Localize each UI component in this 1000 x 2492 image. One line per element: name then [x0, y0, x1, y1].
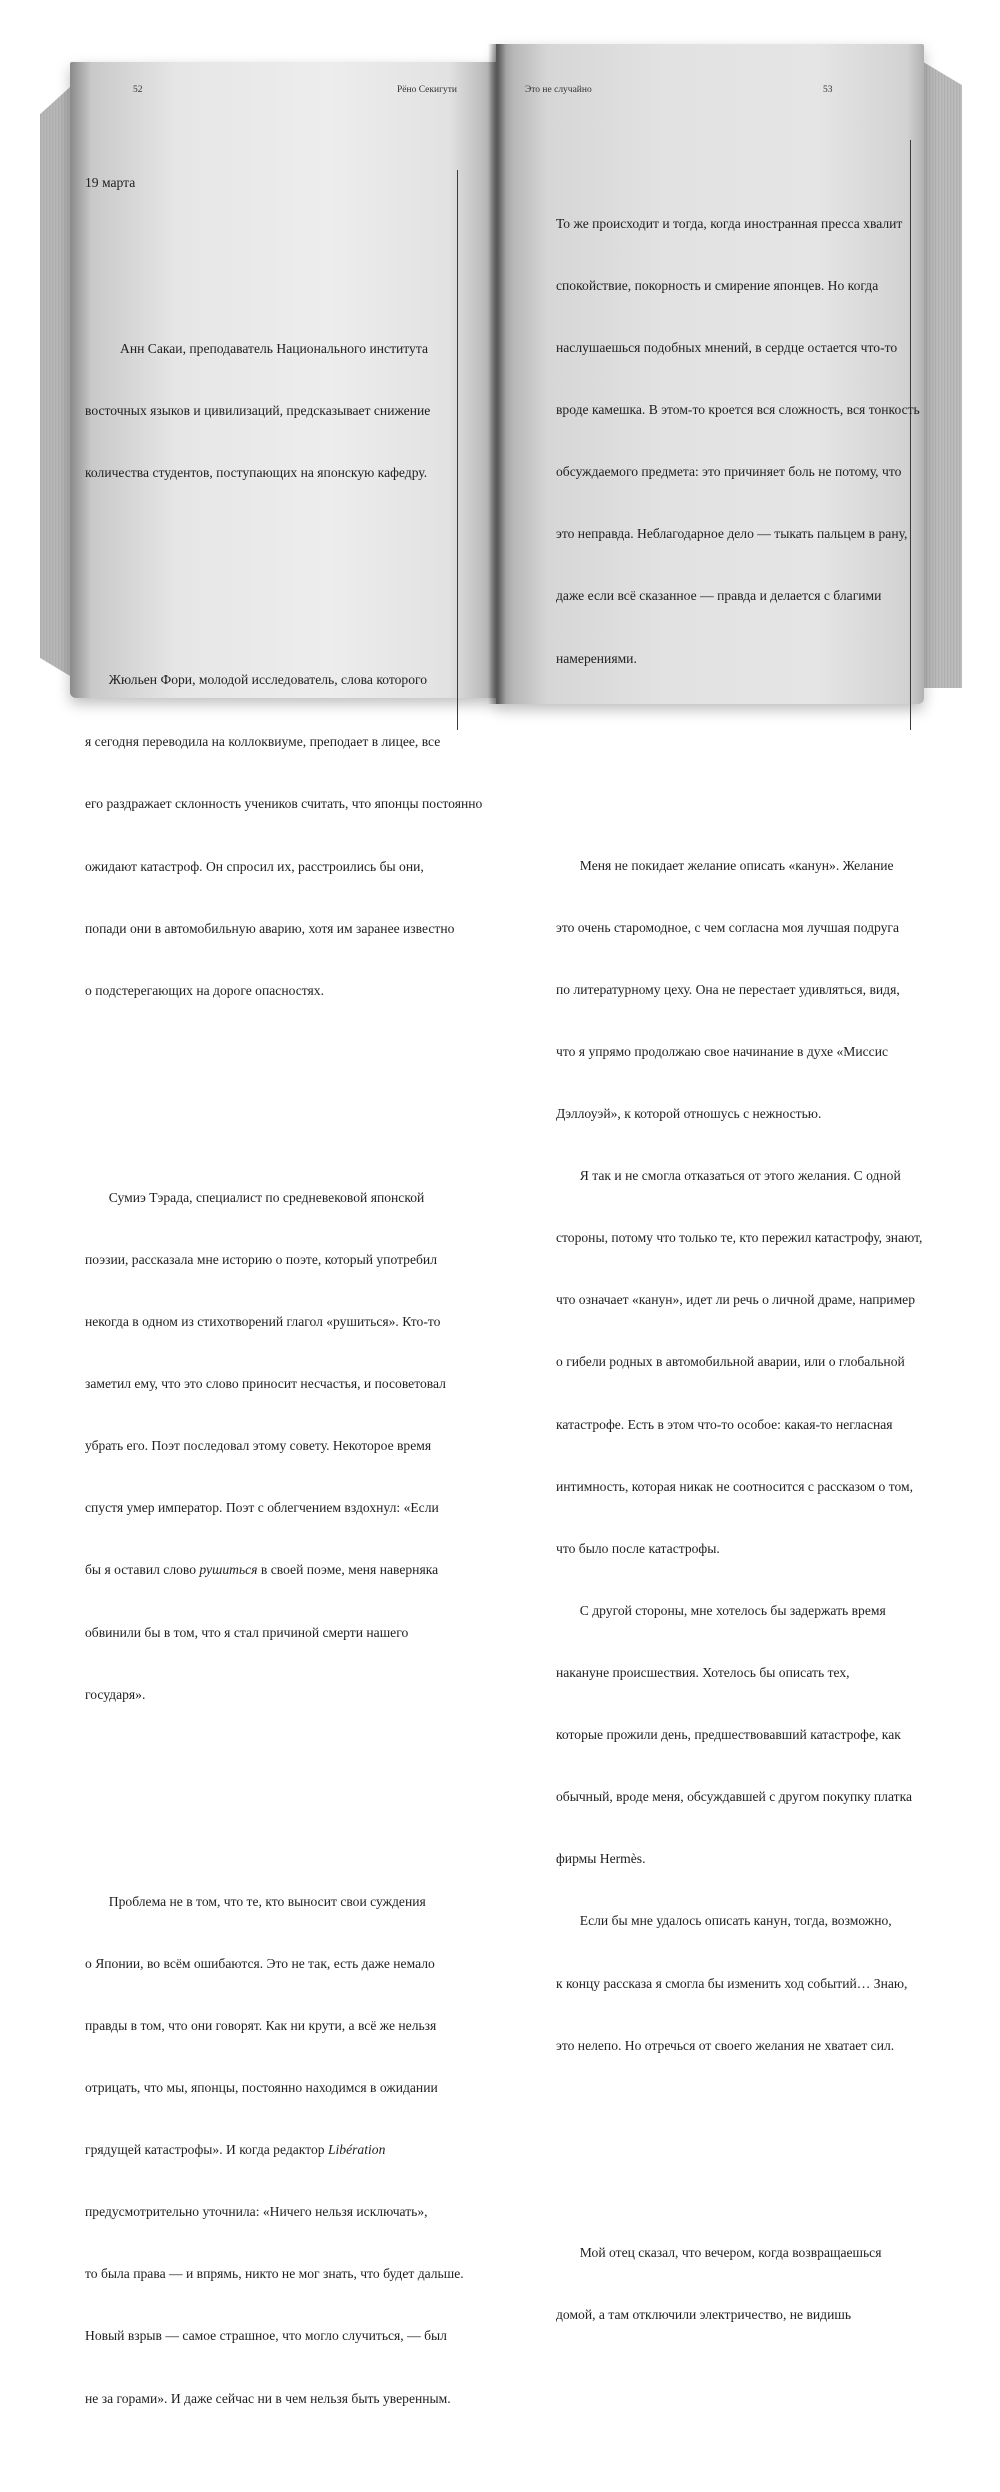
- paragraph-1: Анн Сакаи, преподаватель Национального института восточных языков и цивилизаций, предсказывает снижение количества студентов, поступающих на японскую кафедру.: [85, 341, 431, 481]
- date-heading: 19 марта: [85, 175, 136, 191]
- left-page: [70, 62, 500, 2406]
- left-page-number: 52: [133, 85, 143, 95]
- paragraph-a: То же происходит и тогда, когда иностранная пресса хвалит спокойствие, покорность и смирение японцев. Но когда наслушаешься подобных мнений, в сердце остается что-то вроде камешка. В этом-то кроется вся сложность, вся тонкость обсуждаемого предмета: это причиняет боль не потому, что это неправда. Неблагодарное дело — тыкать пальцем в рану, даже если всё сказанное — правда и делается с благими намерениями.: [556, 215, 920, 666]
- paragraph-c: Мой отец сказал, что вечером, когда возвращаешься домой, а там отключили электричество, не видишь: [556, 2244, 882, 2322]
- right-page-text: [556, 131, 922, 2408]
- paragraph-2: Жюльен Фори, молодой исследователь, слова которого я сегодня переводила на коллоквиуме, преподает в лицее, все его раздражает склонность учеников считать, что японцы постоянно ожидают катастроф. Он спросил их, расстроились бы они, попади они в автомобильную аварию, хотя им заранее известно о подстерегающих на дороге опасностях.: [85, 672, 483, 998]
- right-running-header: Это не случайно: [525, 85, 592, 95]
- right-page-edges: [920, 60, 962, 688]
- paragraph-3: Сумиэ Тэрада, специалист по средневековой японской поэзии, рассказала мне историю о поэте, который употребил некогда в одном из стихотворений глагол «рушиться». Кто-то заметил ему, что это слово приносит несчастья, и посоветовал убрать его. Поэт последовал этому совету. Некоторое время спустя умер император. Поэт с облегчением вздохнул: «Если бы я оставил слово рушиться в своей поэме, меня наверняка обвинили бы в том, что я стал причиной смерти нашего государя».: [85, 1189, 446, 1702]
- left-page-text: [85, 132, 482, 2492]
- right-page: [496, 44, 924, 2322]
- paragraph-b: Меня не покидает желание описать «канун». Желание это очень старомодное, с чем согласна моя лучшая подруга по литературному цеху. Она не перестает удивляться, видя, что я упрямо продолжаю свое начинание в духе «Миссис Дэллоуэй», к которой отношусь с нежностью. Я так и не смогла отказаться от этого желания. С одной стороны, потому что только те, кто пережил катастрофу, знают, что означает «канун», идет ли речь о личной драме, например о гибели родных в автомобильной аварии, или о глобальной катастрофе. Есть в этом что-то особое: какая-то негласная интимность, которая никак не соотносится с рассказом о том, что было после катастрофы. С другой стороны, мне хотелось бы задержать время накануне происшествия. Хотелось бы описать тех, которые прожили день, предшествовавший катастрофе, как обычный, вроде меня, обсуждавшей с другом покупку платка фирмы Hermès. Если бы мне удалось описать канун, тогда, возможно, к концу рассказа я смогла бы изменить ход событий… Знаю, это нелепо. Но отречься от своего желания не хватает сил.: [556, 857, 923, 2053]
- right-page-number: 53: [823, 85, 833, 95]
- left-running-header: Рёно Секигути: [397, 85, 457, 95]
- book-spine-shadow: [488, 44, 506, 704]
- paragraph-4: Проблема не в том, что те, кто выносит свои суждения о Японии, во всём ошибаются. Это не так, есть даже немало правды в том, что они говорят. Как ни крути, а всё же нельзя отрицать, что мы, японцы, постоянно находимся в ожидании грядущей катастрофы». И когда редактор Libération предусмотрительно уточнила: «Ничего нельзя исключать», то была права — и впрямь, никто не мог знать, что будет дальше. Новый взрыв — самое страшное, что могло случиться, — был не за горами». И даже сейчас ни в чем нельзя быть уверенным.: [85, 1893, 464, 2406]
